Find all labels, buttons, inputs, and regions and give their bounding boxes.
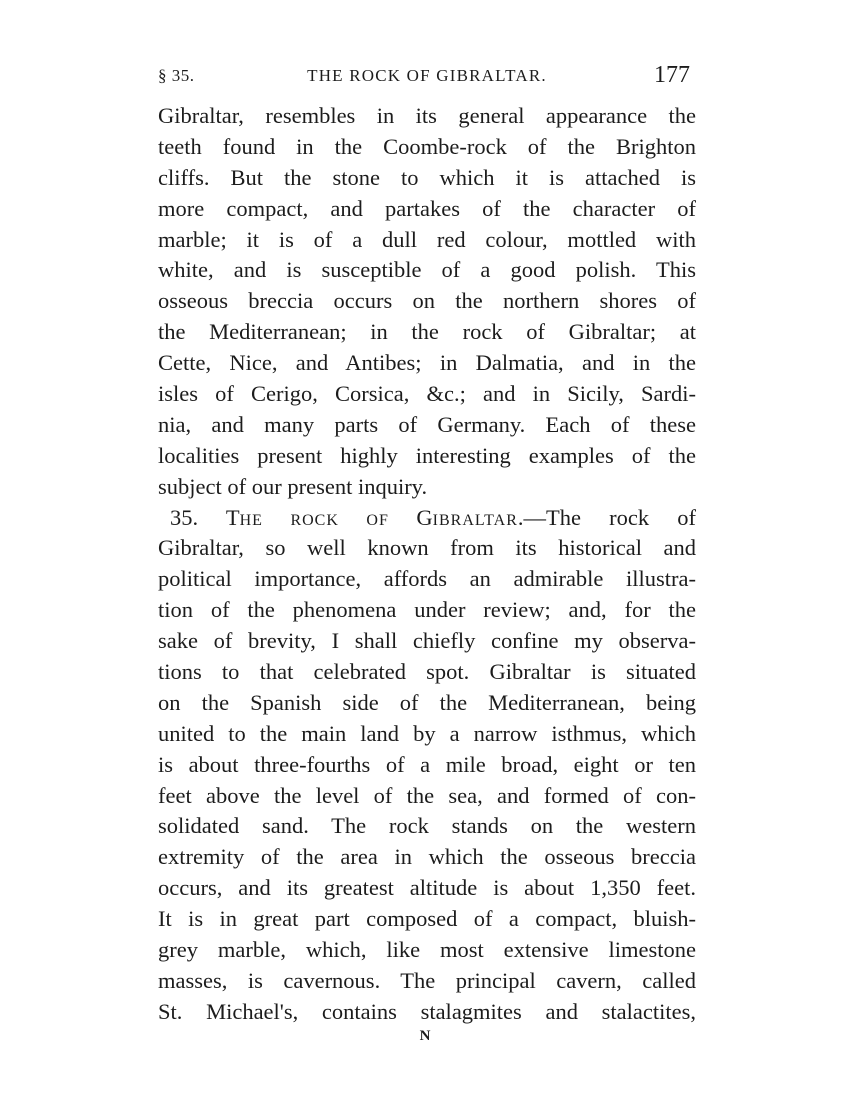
section-number: 35. <box>170 504 199 530</box>
text-line: grey marble, which, like most extensive limestone <box>158 937 696 963</box>
section-heading-line <box>158 503 696 534</box>
text-line: masses, is cavernous. The principal cavern, called <box>158 967 696 993</box>
text-line: subject of our present inquiry. <box>158 473 428 499</box>
text-line: extremity of the area in which the osseous breccia <box>158 844 696 870</box>
section-marker: § 35. <box>158 66 195 85</box>
text-line: nia, and many parts of Germany. Each of these <box>158 411 696 437</box>
text-line: white, and is susceptible of a good polish. This <box>158 257 696 283</box>
text-line: Cette, Nice, and Antibes; in Dalmatia, and in the <box>158 350 696 376</box>
heading-small-ibraltar: IBRALTAR <box>432 511 518 529</box>
text-line: It is in great part composed of a compact, bluish- <box>158 906 696 932</box>
text-line: the Mediterranean; in the rock of Gibraltar; at <box>158 319 696 345</box>
page-number: 177 <box>654 62 690 88</box>
body-text <box>158 101 696 1028</box>
text-line: teeth found in the Coombe-rock of the Brighton <box>158 133 696 159</box>
heading-small-the-rock-of: HE ROCK OF <box>239 511 417 529</box>
text-line: marble; it is of a dull red colour, mottled with <box>158 226 696 252</box>
text-line: is about three-fourths of a mile broad, eight or ten <box>158 751 696 777</box>
text-line: on the Spanish side of the Mediterranean, being <box>158 689 696 715</box>
text-line: occurs, and its greatest altitude is about 1,350 feet. <box>158 875 696 901</box>
text-line: united to the main land by a narrow isthmus, which <box>158 720 696 746</box>
heading-cap-t: T <box>225 504 240 530</box>
text-line: Gibraltar, so well known from its historical and <box>158 535 696 561</box>
text-line: political importance, affords an admirable illustra- <box>158 566 696 592</box>
text-line: St. Michael's, contains stalagmites and stalactites, <box>158 998 696 1024</box>
text-line: feet above the level of the sea, and formed of con- <box>158 782 696 808</box>
heading-cap-g: G <box>416 504 433 530</box>
text-line: Gibraltar, resembles in its general appearance the <box>158 103 696 128</box>
text-line: more compact, and partakes of the character of <box>158 195 696 221</box>
text-line: osseous breccia occurs on the northern shores of <box>158 288 696 314</box>
heading-tail-text: .—The rock of <box>517 504 696 530</box>
running-head <box>158 62 696 90</box>
text-line: cliffs. But the stone to which it is attached is <box>158 164 696 190</box>
section-heading <box>226 505 518 530</box>
signature-mark: N <box>419 1028 431 1044</box>
text-line: isles of Cerigo, Corsica, &c.; and in Sicily, Sardi- <box>158 381 696 407</box>
running-title: THE ROCK OF GIBRALTAR. <box>307 66 547 85</box>
text-line: sake of brevity, I shall chiefly confine my observa- <box>158 628 696 654</box>
text-line: tion of the phenomena under review; and, for the <box>158 597 696 623</box>
text-line: localities present highly interesting examples of the <box>158 442 696 468</box>
text-line: tions to that celebrated spot. Gibraltar is situated <box>158 659 696 685</box>
text-line: solidated sand. The rock stands on the western <box>158 813 696 839</box>
